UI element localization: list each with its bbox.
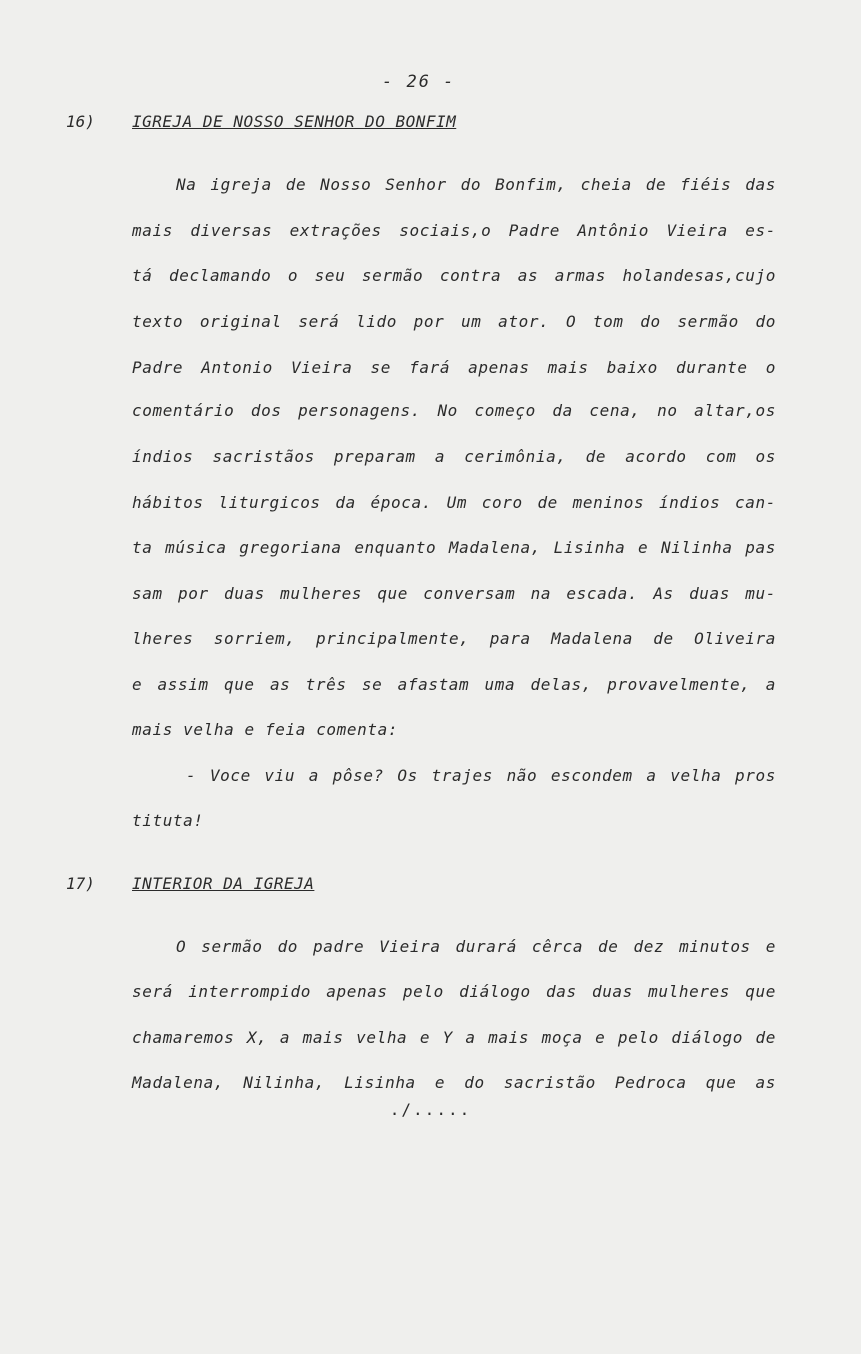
continuation-mark: ./..... — [389, 1100, 472, 1119]
page-number: - 26 - — [382, 72, 456, 92]
text-line: chamaremos X, a mais velha e Y a mais moça e pelo diálogo de — [132, 1028, 776, 1047]
section-title: INTERIOR DA IGREJA — [132, 874, 315, 893]
text-line: e assim que as três se afastam uma delas, provavelmente, a — [132, 675, 776, 694]
text-line: Madalena, Nilinha, Lisinha e do sacristão Pedroca que as — [132, 1073, 776, 1092]
text-line: ta música gregoriana enquanto Madalena, Lisinha e Nilinha pas — [132, 538, 776, 557]
section-number: 17) — [66, 874, 95, 893]
section-title: IGREJA DE NOSSO SENHOR DO BONFIM — [132, 112, 457, 131]
text-line: Na igreja de Nosso Senhor do Bonfim, cheia de fiéis das — [176, 175, 776, 194]
text-line: texto original será lido por um ator. O tom do sermão do — [132, 312, 776, 331]
text-line: lheres sorriem, principalmente, para Madalena de Oliveira — [132, 629, 776, 648]
dialogue-line: - Voce viu a pôse? Os trajes não escondem a velha pros — [186, 766, 776, 785]
text-line: tá declamando o seu sermão contra as armas holandesas,cujo — [132, 266, 776, 285]
text-line: O sermão do padre Vieira durará cêrca de dez minutos e — [176, 937, 776, 956]
text-line: mais velha e feia comenta: — [132, 720, 399, 739]
section-number: 16) — [66, 112, 95, 131]
text-line: hábitos liturgicos da época. Um coro de meninos índios can- — [132, 493, 776, 512]
text-line: índios sacristãos preparam a cerimônia, de acordo com os — [132, 447, 776, 466]
text-line: sam por duas mulheres que conversam na escada. As duas mu- — [132, 584, 776, 603]
text-line: será interrompido apenas pelo diálogo das duas mulheres que — [132, 982, 776, 1001]
text-line: Padre Antonio Vieira se fará apenas mais baixo durante o — [132, 358, 776, 377]
text-line: comentário dos personagens. No começo da cena, no altar,os — [132, 401, 776, 420]
text-line: mais diversas extrações sociais,o Padre Antônio Vieira es- — [132, 221, 776, 240]
text-line: tituta! — [132, 811, 204, 830]
